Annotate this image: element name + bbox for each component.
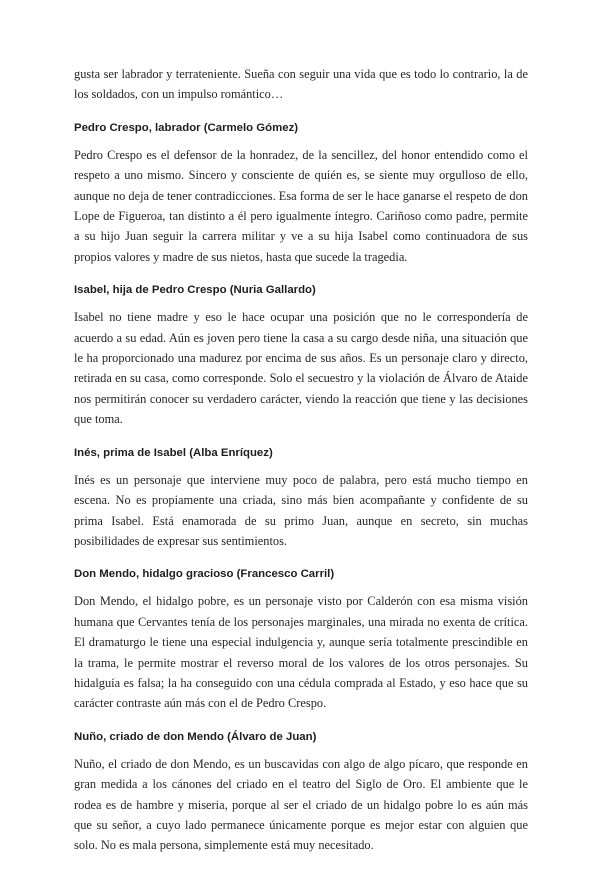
character-section-ines (74, 444, 528, 552)
intro-paragraph: gusta ser labrador y terrateniente. Sueña con seguir una vida que es todo lo contrario, la de los soldados, con un impulso romántico… (74, 67, 528, 102)
section-heading: Pedro Crespo, labrador (Carmelo Gómez) (74, 121, 299, 134)
character-section-don-mendo (74, 565, 528, 713)
section-paragraph: Inés es un personaje que interviene muy poco de palabra, pero está mucho tiempo en escena. No es propiamente una criada, sino más bien acompañante y confidente de su prima Isabel. Está enamorada de su primo Juan, aunque en secreto, sin muchas posibilidades de expresar sus sentimientos. (74, 472, 528, 548)
section-heading: Don Mendo, hidalgo gracioso (Francesco Carril) (74, 568, 335, 581)
section-paragraph: Don Mendo, el hidalgo pobre, es un personaje visto por Calderón con esa misma visión humana que Cervantes tenía de los personajes marginales, una mirada no exenta de crítica. El dramaturgo le tiene una especial indulgencia y, aunque sería totalmente prescindible en la trama, le permite mostrar el reverso moral de los valores de los otros personajes. Su hidalguía es falsa; la ha conseguido con una cédula comprada al Estado, y eso hace que su carácter contraste aún más con el de Pedro Crespo. (74, 594, 528, 711)
character-section-pedro-crespo (74, 119, 528, 267)
character-section-nuno (74, 728, 528, 856)
section-paragraph: Nuño, el criado de don Mendo, es un buscavidas con algo de algo pícaro, que responde en gran medida a los cánones del criado en el teatro del Siglo de Oro. El ambiente que le rodea es de hambre y miseria, porque al ser el criado de un hidalgo pobre lo es aún más que su señor, a cuyo lado permanece únicamente porque es mejor estar con alguien que solo. No es mala persona, simplemente está muy necesitado. (74, 756, 528, 853)
document-page (74, 64, 528, 870)
section-heading: Inés, prima de Isabel (Alba Enríquez) (74, 446, 273, 459)
section-paragraph: Pedro Crespo es el defensor de la honradez, de la sencillez, del honor entendido como el respeto a uno mismo. Sincero y consciente de quién es, se siente muy orgulloso de ello, aunque no deja de tener contradicciones. Esa forma de ser le hace ganarse el respeto de don Lope de Figueroa, tan distinto a él pero igualmente íntegro. Cariñoso como padre, permite a su hijo Juan seguir la carrera militar y ve a su hija Isabel como continuadora de sus propios valores y madre de sus nietos, hasta que sucede la tragedia. (74, 147, 528, 264)
section-heading: Nuño, criado de don Mendo (Álvaro de Juan) (74, 730, 317, 743)
character-section-isabel (74, 281, 528, 429)
section-heading: Isabel, hija de Pedro Crespo (Nuria Gallardo) (74, 284, 316, 297)
section-paragraph: Isabel no tiene madre y eso le hace ocupar una posición que no le correspondería de acuerdo a su edad. Aún es joven pero tiene la casa a su cargo desde niña, una situación que le ha proporcionado una madurez por encima de sus años. Es un personaje claro y directo, retirada en su casa, como corresponde. Solo el secuestro y la violación de Álvaro de Ataide nos permitirán conocer su verdadero carácter, viendo la reacción que tiene y las decisiones que toma. (74, 310, 528, 427)
